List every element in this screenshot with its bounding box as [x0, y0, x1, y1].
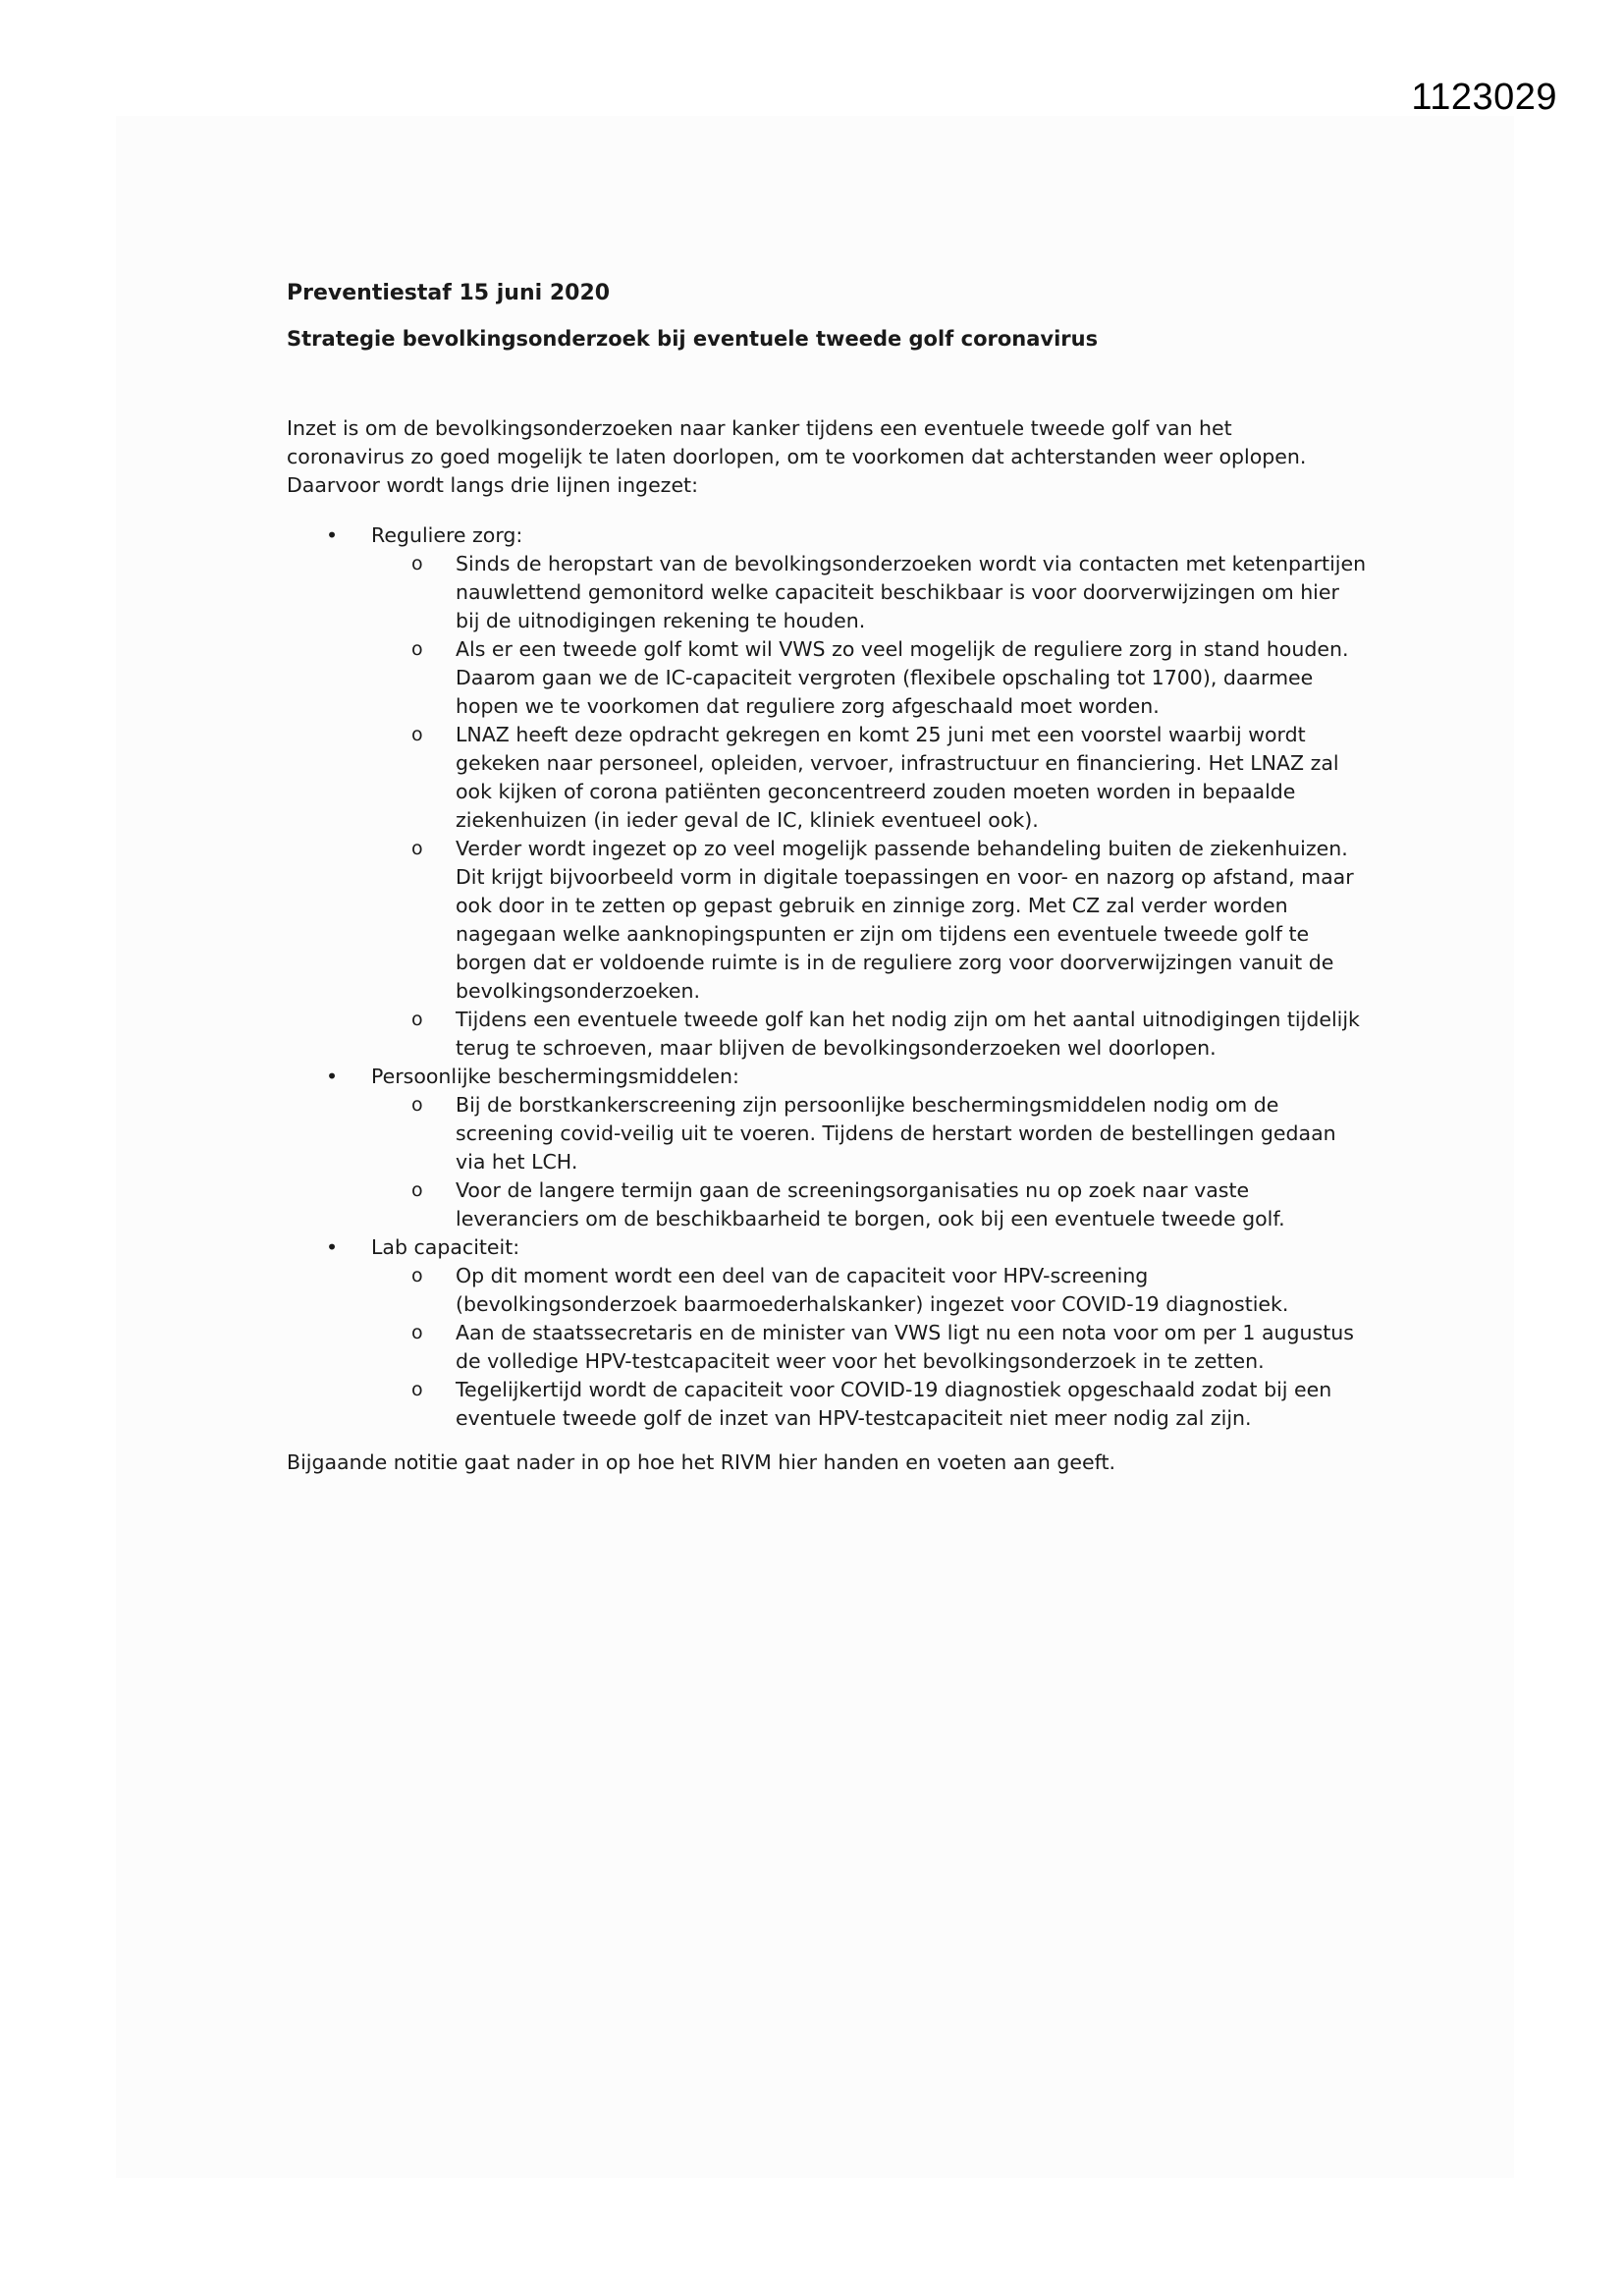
list-item — [371, 1376, 1367, 1433]
list-item-text: Als er een tweede golf komt wil VWS zo veel mogelijk de reguliere zorg in stand houden. Daarom gaan we de IC-capaciteit vergroten (flexibele opschaling tot 1700), daarmee hopen we te voorkomen dat reguliere zorg afgeschaald moet worden. — [456, 637, 1349, 718]
bullet-icon: • — [326, 1235, 339, 1259]
document-body — [287, 279, 1367, 1498]
list-item — [371, 550, 1367, 635]
document-title: Preventiestaf 15 juni 2020 — [287, 281, 611, 305]
sub-bullet-icon: o — [411, 638, 423, 660]
list-item-text: Aan de staatssecretaris en de minister van VWS ligt nu een nota voor om per 1 augustus de volledige HPV-testcapaciteit weer voor het bevolkingsonderzoek in te zetten. — [456, 1321, 1354, 1373]
section-label: Reguliere zorg: — [371, 523, 523, 547]
intro-paragraph: Inzet is om de bevolkingsonderzoeken naar kanker tijdens een eventuele tweede golf van het coronavirus zo goed mogelijk te laten doorlopen, om te voorkomen dat achterstanden weer oplopen. Daarvoor wordt langs drie lijnen ingezet: — [287, 416, 1307, 497]
bullet-icon: • — [326, 1065, 339, 1088]
list-item — [371, 635, 1367, 721]
list-item — [371, 721, 1367, 835]
section-label: Persoonlijke beschermingsmiddelen: — [371, 1065, 739, 1088]
section-reguliere-zorg — [287, 521, 1367, 1063]
closing-paragraph: Bijgaande notitie gaat nader in op hoe het RIVM hier handen en voeten aan geeft. — [287, 1450, 1116, 1474]
list-item — [371, 1262, 1367, 1319]
list-item-text: Op dit moment wordt een deel van de capaciteit voor HPV-screening (bevolkingsonderzoek baarmoederhalskanker) ingezet voor COVID-19 diagnostiek. — [456, 1264, 1289, 1316]
sub-bullet-icon: o — [411, 1094, 423, 1116]
sub-bullet-icon: o — [411, 1379, 423, 1400]
list-item — [371, 1006, 1367, 1063]
list-item — [371, 1176, 1367, 1233]
list-item-text: LNAZ heeft deze opdracht gekregen en komt 25 juni met een voorstel waarbij wordt gekeken naar personeel, opleiden, vervoer, infrastructuur en financiering. Het LNAZ zal ook kijken of corona patiënten geconcentreerd zouden moeten worden in bepaalde ziekenhuizen (in ieder geval de IC, kliniek eventueel ook). — [456, 723, 1339, 832]
sub-list — [371, 1262, 1367, 1433]
sub-bullet-icon: o — [411, 838, 423, 859]
list-item-text: Verder wordt ingezet op zo veel mogelijk passende behandeling buiten de ziekenhuizen. Dit krijgt bijvoorbeeld vorm in digitale toepassingen en voor- en nazorg op afstand, maar ook door in te zetten op gepast gebruik en zinnige zorg. Met CZ zal verder worden nagegaan welke aanknopingspunten er zijn om tijdens een eventuele tweede golf te borgen dat er voldoende ruimte is in de reguliere zorg voor doorverwijzingen vanuit de bevolkingsonderzoeken. — [456, 837, 1354, 1003]
list-item-text: Bij de borstkankerscreening zijn persoonlijke beschermingsmiddelen nodig om de screening covid-veilig uit te voeren. Tijdens de herstart worden de bestellingen gedaan via het LCH. — [456, 1093, 1336, 1174]
list-item-text: Sinds de heropstart van de bevolkingsonderzoeken wordt via contacten met ketenpartijen nauwlettend gemonitord welke capaciteit beschikbaar is voor doorverwijzingen om hier bij de uitnodigingen rekening te houden. — [456, 552, 1367, 632]
section-persoonlijke-beschermingsmiddelen — [287, 1063, 1367, 1233]
sub-bullet-icon: o — [411, 1179, 423, 1201]
document-subtitle: Strategie bevolkingsonderzoek bij eventuele tweede golf coronavirus — [287, 327, 1099, 351]
sub-bullet-icon: o — [411, 553, 423, 574]
list-item-text: Tegelijkertijd wordt de capaciteit voor COVID-19 diagnostiek opgeschaald zodat bij een eventuele tweede golf de inzet van HPV-testcapaciteit niet meer nodig zal zijn. — [456, 1378, 1332, 1430]
list-item — [371, 835, 1367, 1006]
list-item-text: Voor de langere termijn gaan de screeningsorganisaties nu op zoek naar vaste leveranciers om de beschikbaarheid te borgen, ook bij een eventuele tweede golf. — [456, 1178, 1285, 1230]
sub-list — [371, 550, 1367, 1063]
list-item — [371, 1091, 1367, 1176]
document-number: 1123029 — [1411, 77, 1557, 118]
sub-bullet-icon: o — [411, 1322, 423, 1343]
sub-bullet-icon: o — [411, 1265, 423, 1286]
bullet-icon: • — [326, 523, 339, 547]
sub-bullet-icon: o — [411, 1009, 423, 1030]
list-item — [371, 1319, 1367, 1376]
strategy-list — [287, 521, 1367, 1433]
section-lab-capaciteit — [287, 1233, 1367, 1433]
sub-bullet-icon: o — [411, 724, 423, 745]
sub-list — [371, 1091, 1367, 1233]
list-item-text: Tijdens een eventuele tweede golf kan het nodig zijn om het aantal uitnodigingen tijdelijk terug te schroeven, maar blijven de bevolkingsonderzoeken wel doorlopen. — [456, 1008, 1360, 1060]
section-label: Lab capaciteit: — [371, 1235, 520, 1259]
